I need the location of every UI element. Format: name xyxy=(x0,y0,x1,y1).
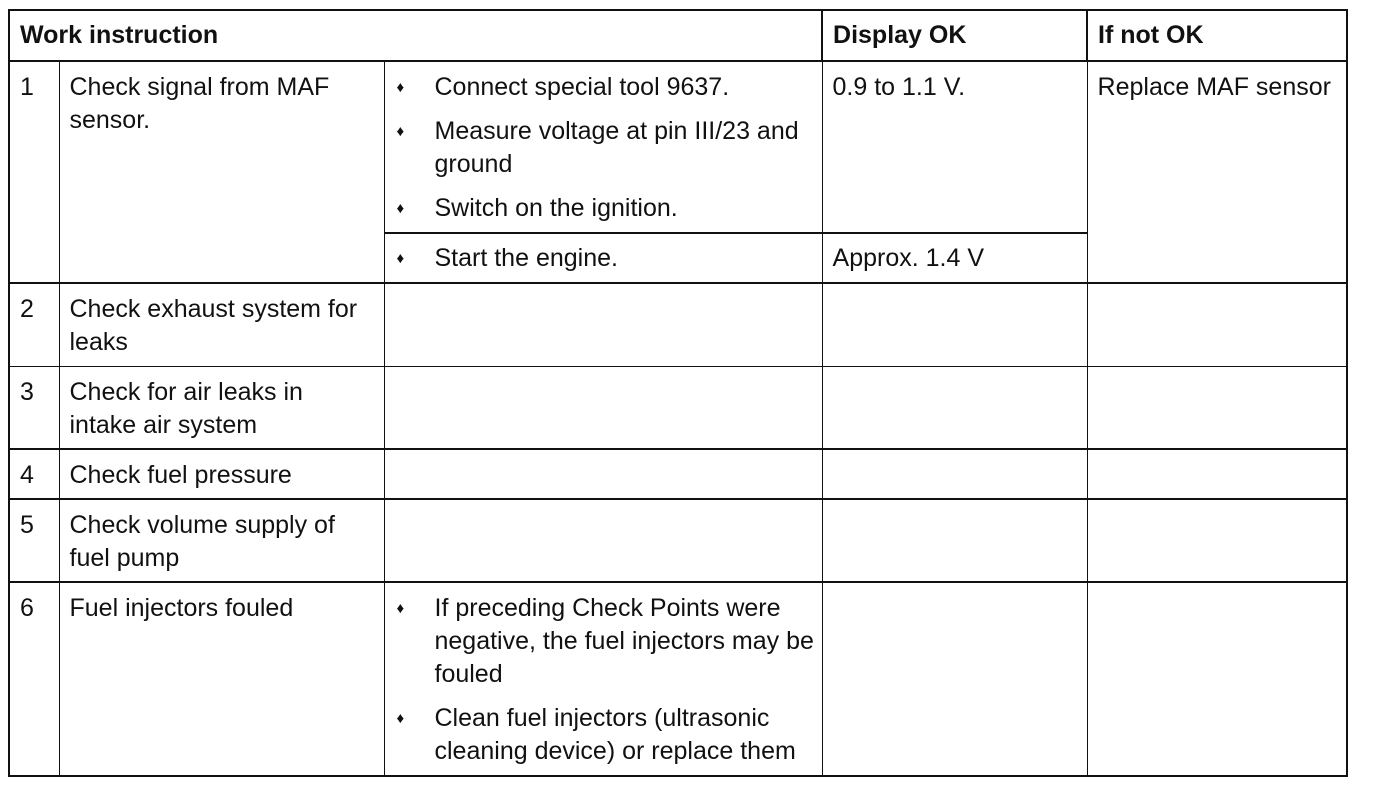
step-list xyxy=(385,234,822,281)
display-ok-cell xyxy=(822,61,1087,233)
table-row xyxy=(9,449,1347,499)
table-row xyxy=(9,582,1347,776)
steps-cell xyxy=(384,366,822,449)
step-text: Clean fuel injectors (ultrasonic cleaning device) or replace them xyxy=(434,704,796,765)
diamond-bullet-icon: ♦ xyxy=(396,600,405,617)
check-cell xyxy=(59,499,384,582)
steps-cell xyxy=(384,582,822,776)
display-ok-value: 0.9 to 1.1 V. xyxy=(832,73,966,101)
display-ok-cell xyxy=(822,283,1087,366)
check-cell xyxy=(59,61,384,283)
display-ok-value: Approx. 1.4 V xyxy=(832,244,985,272)
row-number: 5 xyxy=(20,511,34,539)
list-item xyxy=(397,71,816,104)
work-instruction-table xyxy=(8,9,1348,777)
display-ok-cell xyxy=(822,582,1087,776)
list-item xyxy=(397,702,816,768)
display-ok-cell xyxy=(822,233,1087,283)
check-cell xyxy=(59,366,384,449)
row-number-cell xyxy=(9,283,59,366)
steps-cell xyxy=(384,499,822,582)
list-item xyxy=(397,242,816,275)
header-display-ok: Display OK xyxy=(822,10,1087,61)
steps-cell xyxy=(384,233,822,283)
table-row xyxy=(9,283,1347,366)
row-number-cell xyxy=(9,61,59,283)
step-text: Start the engine. xyxy=(434,244,618,272)
check-text: Check fuel pressure xyxy=(69,461,292,489)
check-cell xyxy=(59,449,384,499)
if-not-ok-value: Replace MAF sensor xyxy=(1097,73,1331,101)
row-number-cell xyxy=(9,449,59,499)
diamond-bullet-icon: ♦ xyxy=(396,250,405,267)
table-header-row xyxy=(9,10,1347,61)
table-row xyxy=(9,61,1347,233)
display-ok-cell xyxy=(822,366,1087,449)
row-number-cell xyxy=(9,582,59,776)
check-text: Check signal from MAF sensor. xyxy=(69,73,330,134)
if-not-ok-cell xyxy=(1087,283,1347,366)
steps-cell xyxy=(384,449,822,499)
list-item xyxy=(397,115,816,181)
check-text: Check volume supply of fuel pump xyxy=(69,511,335,572)
row-number-cell xyxy=(9,366,59,449)
row-number: 2 xyxy=(20,295,34,323)
row-number: 4 xyxy=(20,461,34,489)
row-number: 6 xyxy=(20,594,34,622)
table-row xyxy=(9,366,1347,449)
steps-cell xyxy=(384,283,822,366)
display-ok-cell xyxy=(822,499,1087,582)
row-number: 1 xyxy=(20,73,34,101)
check-text: Check for air leaks in intake air system xyxy=(69,377,303,439)
step-list xyxy=(385,583,822,774)
if-not-ok-cell xyxy=(1087,582,1347,776)
row-number-cell xyxy=(9,499,59,582)
display-ok-cell xyxy=(822,449,1087,499)
check-cell xyxy=(59,582,384,776)
step-text: If preceding Check Points were negative, the fuel injectors may be fouled xyxy=(434,594,814,688)
diamond-bullet-icon: ♦ xyxy=(396,79,405,96)
list-item xyxy=(397,592,816,691)
diamond-bullet-icon: ♦ xyxy=(396,710,405,727)
if-not-ok-cell xyxy=(1087,449,1347,499)
step-list xyxy=(385,62,822,231)
header-if-not-ok: If not OK xyxy=(1087,10,1347,61)
check-cell xyxy=(59,283,384,366)
diamond-bullet-icon: ♦ xyxy=(396,123,405,140)
row-number: 3 xyxy=(20,377,34,406)
if-not-ok-cell xyxy=(1087,499,1347,582)
if-not-ok-cell xyxy=(1087,61,1347,283)
table-row xyxy=(9,499,1347,582)
if-not-ok-cell xyxy=(1087,366,1347,449)
header-work-instruction: Work instruction xyxy=(9,10,822,61)
list-item xyxy=(397,192,816,225)
steps-cell xyxy=(384,61,822,233)
diamond-bullet-icon: ♦ xyxy=(396,200,405,217)
check-text: Fuel injectors fouled xyxy=(69,594,294,622)
check-text: Check exhaust system for leaks xyxy=(69,295,358,356)
step-text: Connect special tool 9637. xyxy=(434,73,730,101)
step-text: Measure voltage at pin III/23 and ground xyxy=(434,117,799,178)
step-text: Switch on the ignition. xyxy=(434,194,678,222)
